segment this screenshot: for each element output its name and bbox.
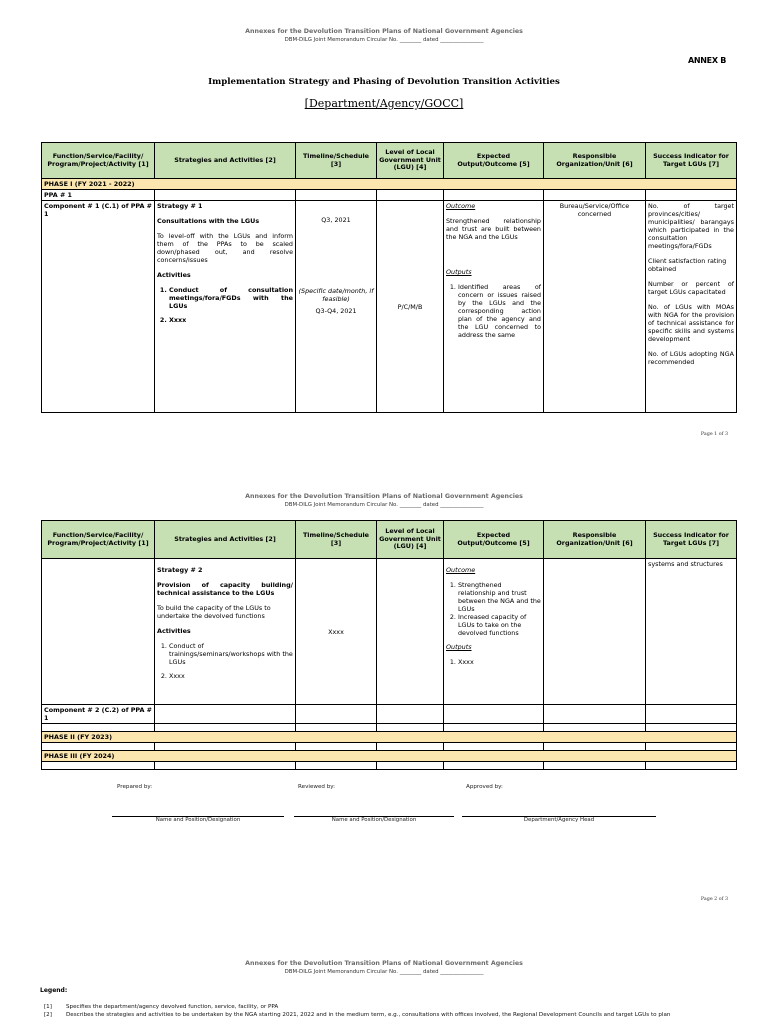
outcome-item: 1. Strengthened relationship and trust between the NGA and the LGUs: [458, 581, 541, 613]
approved-caption: Department/Agency Head: [523, 817, 595, 823]
ppa-cell: PPA # 1: [42, 190, 155, 201]
prepared-by-label: Prepared by:: [117, 784, 153, 790]
component-cell: Component # 1 (C.1) of PPA # 1: [42, 201, 155, 413]
legend-text: Specifies the department/agency devolved function, service, facility, or PPA: [66, 1004, 279, 1010]
indicator-continued: systems and structures: [646, 559, 737, 705]
outputs-label: Outputs: [446, 268, 472, 276]
col-header-strategies: Strategies and Activities [2]: [155, 521, 296, 559]
col-header-indicator: Success Indicator for Target LGUs [7]: [646, 143, 737, 179]
output-cell: [444, 201, 544, 413]
strategy-name: Consultations with the LGUs: [157, 217, 260, 225]
col-header-lgu-level: Level of Local Government Unit (LGU) [4]: [377, 143, 444, 179]
page1-table: [41, 142, 737, 413]
strategy-title: Strategy # 2: [157, 566, 203, 574]
page2-number: Page 2 of 3: [700, 897, 728, 902]
responsible-cell: Bureau/Service/Office concerned: [544, 201, 646, 413]
activity-item: 2. Xxxx: [169, 316, 293, 324]
page1-header-title: Annexes for the Devolution Transition Plans of National Government Agencies: [245, 28, 523, 35]
page1-number: Page 1 of 3: [700, 432, 728, 437]
col-header-output: Expected Output/Outcome [5]: [444, 143, 544, 179]
outcome-item: 2. Increased capacity of LGUs to take on the devolved functions: [458, 613, 541, 637]
activity-item: 1. Conduct of consultation meetings/fora/FGDs with the LGUs: [169, 286, 293, 310]
phase-row: PHASE I (FY 2021 - 2022): [42, 179, 737, 190]
col-header-function: Function/Service/Facility/ Program/Project/Activity [1]: [42, 521, 155, 559]
col-header-timeline: Timeline/Schedule [3]: [296, 521, 377, 559]
legend-title: Legend:: [40, 987, 68, 994]
outcome-text: Strengthened relationship and trust are built between the NGA and the LGUs: [446, 217, 541, 241]
component-cell: Component # 2 (C.2) of PPA # 1: [42, 705, 155, 724]
indicator-item: Client satisfaction rating obtained: [648, 257, 727, 273]
reviewed-by-label: Reviewed by:: [298, 784, 336, 790]
timeline-q3: Q3, 2021: [321, 216, 351, 224]
strategy-cell: [155, 559, 296, 705]
indicator-item: No. of LGUs adopting NGA recommended: [648, 350, 734, 366]
indicator-item: No. of LGUs with MOAs with NGA for the provision of technical assistance for specific skills and systems development: [648, 303, 734, 343]
activities-label: Activities: [157, 271, 191, 279]
output-cell: [444, 559, 544, 705]
indicator-item: No. of target provinces/cities/ municipalities/ barangays which participated in the consultation meetings/fora/FGDs: [648, 202, 734, 250]
department-placeholder: [Department/Agency/GOCC]: [304, 97, 464, 110]
annex-label: ANNEX B: [688, 56, 726, 65]
indicator-item: Number or percent of target LGUs capacitated: [648, 280, 734, 296]
col-header-responsible: Responsible Organization/Unit [6]: [544, 521, 646, 559]
output-item: 1. Identified areas of concern or issues raised by the LGUs and the corresponding action plan of the agency and the LGU concerned to address the same: [458, 283, 541, 339]
phase-row: PHASE II (FY 2023): [42, 732, 737, 743]
approved-by-label: Approved by:: [466, 784, 503, 790]
legend-key: [1]: [44, 1004, 52, 1010]
page2-header-circular: DBM-DILG Joint Memorandum Circular No. ________ dated ________________: [284, 502, 484, 508]
strategy-name: Provision of capacity building/ technical assistance to the LGUs: [157, 581, 293, 597]
strategy-description: To build the capacity of the LGUs to undertake the devolved functions: [157, 604, 271, 620]
legend-row: [44, 1004, 734, 1010]
col-header-responsible: Responsible Organization/Unit [6]: [544, 143, 646, 179]
legend-key: [2]: [44, 1012, 52, 1018]
outcome-label: Outcome: [446, 202, 476, 210]
col-header-lgu-level: Level of Local Government Unit (LGU) [4]: [377, 521, 444, 559]
prepared-caption: Name and Position/Designation: [155, 817, 241, 823]
output-item: 1. Xxxx: [458, 658, 541, 666]
indicator-cell: [646, 201, 737, 413]
reviewed-caption: Name and Position/Designation: [331, 817, 417, 823]
activity-item: 1. Conduct of trainings/seminars/workshops with the LGUs: [169, 642, 293, 666]
outcome-label: Outcome: [446, 566, 476, 574]
col-header-strategies: Strategies and Activities [2]: [155, 143, 296, 179]
strategy-title: Strategy # 1: [157, 202, 203, 210]
phase-row: PHASE III (FY 2024): [42, 751, 737, 762]
col-header-output: Expected Output/Outcome [5]: [444, 521, 544, 559]
col-header-timeline: Timeline/Schedule [3]: [296, 143, 377, 179]
timeline-cell: Xxxx: [296, 559, 377, 705]
col-header-indicator: Success Indicator for Target LGUs [7]: [646, 521, 737, 559]
page3-header-title: Annexes for the Devolution Transition Plans of National Government Agencies: [245, 960, 523, 967]
legend-row: [44, 1012, 734, 1018]
document-title: Implementation Strategy and Phasing of Devolution Transition Activities: [208, 77, 560, 87]
page2-table: [41, 520, 737, 770]
page1-header-circular: DBM-DILG Joint Memorandum Circular No. ________ dated ________________: [284, 37, 484, 43]
timeline-q3q4: Q3-Q4, 2021: [315, 307, 357, 315]
col-header-function: Function/Service/Facility/ Program/Project/Activity [1]: [42, 143, 155, 179]
page2-header-title: Annexes for the Devolution Transition Plans of National Government Agencies: [245, 493, 523, 500]
outputs-label: Outputs: [446, 643, 472, 651]
strategy-cell: [155, 201, 296, 413]
legend-text: Describes the strategies and activities to be undertaken by the NGA starting 2021, 2022 and in the medium term, e.g., consultations with offices involved, the Regional Development Councils and target LGUs to plan: [66, 1012, 671, 1018]
timeline-note: (Specific date/month, if feasible): [298, 287, 374, 303]
strategy-description: To level-off with the LGUs and inform them of the PPAs to be scaled down/phased out, and resolve concerns/issues: [157, 232, 293, 264]
timeline-cell: [296, 201, 377, 413]
activities-label: Activities: [157, 627, 191, 635]
lgu-level-cell: P/C/M/B: [377, 201, 444, 413]
page3-header-circular: DBM-DILG Joint Memorandum Circular No. ________ dated ________________: [284, 969, 484, 975]
activity-item: 2. Xxxx: [169, 672, 293, 680]
